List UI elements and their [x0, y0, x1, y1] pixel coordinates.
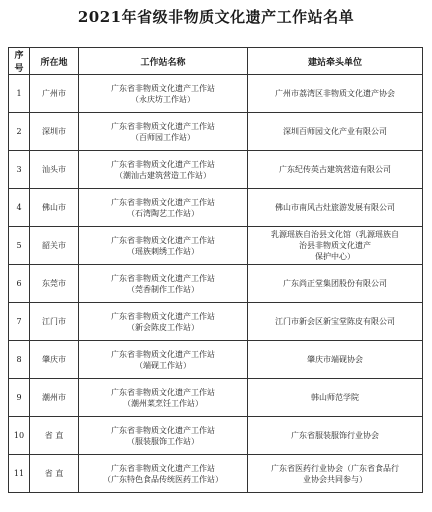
cell-location: 江门市 — [30, 303, 79, 341]
table-row — [9, 265, 423, 303]
station-name-line: 广东省非物质文化遗产工作站 — [111, 349, 215, 359]
cell-no: 9 — [9, 379, 30, 417]
cell-station-name — [79, 303, 248, 341]
cell-no: 8 — [9, 341, 30, 379]
cell-no: 5 — [9, 227, 30, 265]
cell-lead-unit — [248, 227, 423, 265]
cell-no: 3 — [9, 151, 30, 189]
cell-station-name — [79, 265, 248, 303]
lead-unit-line: 广东尚正堂集团股份有限公司 — [283, 279, 387, 288]
lead-unit-line: 深圳百师园文化产业有限公司 — [283, 127, 387, 136]
header-station-name: 工作站名称 — [79, 48, 248, 75]
station-name-line: （瑶族刺绣工作站） — [127, 246, 199, 256]
station-name-line: 广东省非物质文化遗产工作站 — [111, 463, 215, 473]
station-name-line: （莞香制作工作站） — [127, 284, 199, 294]
header-no: 序号 — [9, 48, 30, 75]
station-name-line: 广东省非物质文化遗产工作站 — [111, 235, 215, 245]
station-name-line: （潮汕古建筑营造工作站） — [115, 170, 211, 180]
cell-station-name — [79, 189, 248, 227]
station-name-line: （百师园工作站） — [131, 132, 195, 142]
table-row — [9, 455, 423, 493]
station-name-line: （广东特色食品传统医药工作站） — [103, 474, 223, 484]
cell-lead-unit — [248, 455, 423, 493]
station-name-line: （新会陈皮工作站） — [127, 322, 199, 332]
cell-lead-unit — [248, 417, 423, 455]
cell-no: 11 — [9, 455, 30, 493]
lead-unit-line: 广东省医药行业协会（广东省食品行 — [271, 463, 399, 473]
lead-unit-line: 业协会共同参与） — [303, 474, 367, 484]
cell-location: 广州市 — [30, 75, 79, 113]
table-row — [9, 151, 423, 189]
table-row — [9, 113, 423, 151]
cell-lead-unit — [248, 341, 423, 379]
cell-location: 韶关市 — [30, 227, 79, 265]
table-header-row — [9, 48, 423, 75]
lead-unit-line: 治县非物质文化遗产 — [299, 241, 371, 250]
lead-unit-line: 广东省服装服饰行业协会 — [291, 431, 379, 440]
cell-location: 汕头市 — [30, 151, 79, 189]
cell-lead-unit — [248, 379, 423, 417]
table-row — [9, 75, 423, 113]
station-name-line: 广东省非物质文化遗产工作站 — [111, 311, 215, 321]
workstation-table — [8, 47, 423, 493]
cell-station-name — [79, 379, 248, 417]
cell-lead-unit — [248, 265, 423, 303]
cell-lead-unit — [248, 189, 423, 227]
cell-no: 4 — [9, 189, 30, 227]
table-row — [9, 341, 423, 379]
cell-no: 10 — [9, 417, 30, 455]
cell-station-name — [79, 75, 248, 113]
cell-location: 省 直 — [30, 455, 79, 493]
table-row — [9, 303, 423, 341]
cell-location: 潮州市 — [30, 379, 79, 417]
cell-station-name — [79, 113, 248, 151]
station-name-line: （端砚工作站） — [135, 360, 191, 370]
station-name-line: （服装服饰工作站） — [127, 436, 199, 446]
cell-location: 深圳市 — [30, 113, 79, 151]
table-body — [9, 75, 423, 493]
station-name-line: （永庆坊工作站） — [131, 94, 195, 104]
cell-lead-unit — [248, 151, 423, 189]
cell-lead-unit — [248, 303, 423, 341]
lead-unit-line: 佛山市南风古灶旅游发展有限公司 — [275, 203, 395, 212]
cell-station-name — [79, 455, 248, 493]
station-name-line: 广东省非物质文化遗产工作站 — [111, 425, 215, 435]
station-name-line: 广东省非物质文化遗产工作站 — [111, 83, 215, 93]
lead-unit-line: 乳源瑶族自治县文化馆（乳源瑶族自 — [271, 230, 399, 239]
lead-unit-line: 广州市荔湾区非物质文化遗产协会 — [275, 89, 395, 98]
cell-station-name — [79, 341, 248, 379]
table-row — [9, 379, 423, 417]
table-row — [9, 227, 423, 265]
station-name-line: （石湾陶艺工作站） — [127, 208, 199, 218]
cell-lead-unit — [248, 75, 423, 113]
header-location: 所在地 — [30, 48, 79, 75]
cell-station-name — [79, 151, 248, 189]
station-name-line: 广东省非物质文化遗产工作站 — [111, 121, 215, 131]
table-row — [9, 189, 423, 227]
cell-no: 1 — [9, 75, 30, 113]
lead-unit-line: 韩山师范学院 — [311, 393, 359, 402]
header-lead-unit: 建站牵头单位 — [248, 48, 423, 75]
cell-location: 肇庆市 — [30, 341, 79, 379]
station-name-line: 广东省非物质文化遗产工作站 — [111, 197, 215, 207]
lead-unit-line: 江门市新会区新宝堂陈皮有限公司 — [275, 317, 395, 326]
lead-unit-line: 肇庆市端砚协会 — [307, 355, 363, 364]
lead-unit-line: 保护中心） — [315, 252, 355, 261]
station-name-line: 广东省非物质文化遗产工作站 — [111, 159, 215, 169]
table-row — [9, 417, 423, 455]
cell-station-name — [79, 417, 248, 455]
cell-station-name — [79, 227, 248, 265]
cell-no: 7 — [9, 303, 30, 341]
station-name-line: 广东省非物质文化遗产工作站 — [111, 273, 215, 283]
cell-lead-unit — [248, 113, 423, 151]
lead-unit-line: 广东纪传英古建筑营造有限公司 — [279, 165, 391, 174]
cell-no: 6 — [9, 265, 30, 303]
cell-location: 东莞市 — [30, 265, 79, 303]
document-title: 2021年省级非物质文化遗产工作站名单 — [77, 8, 355, 26]
cell-no: 2 — [9, 113, 30, 151]
cell-location: 佛山市 — [30, 189, 79, 227]
cell-location: 省 直 — [30, 417, 79, 455]
station-name-line: （潮州菜烹饪工作站） — [123, 398, 203, 408]
station-name-line: 广东省非物质文化遗产工作站 — [111, 387, 215, 397]
